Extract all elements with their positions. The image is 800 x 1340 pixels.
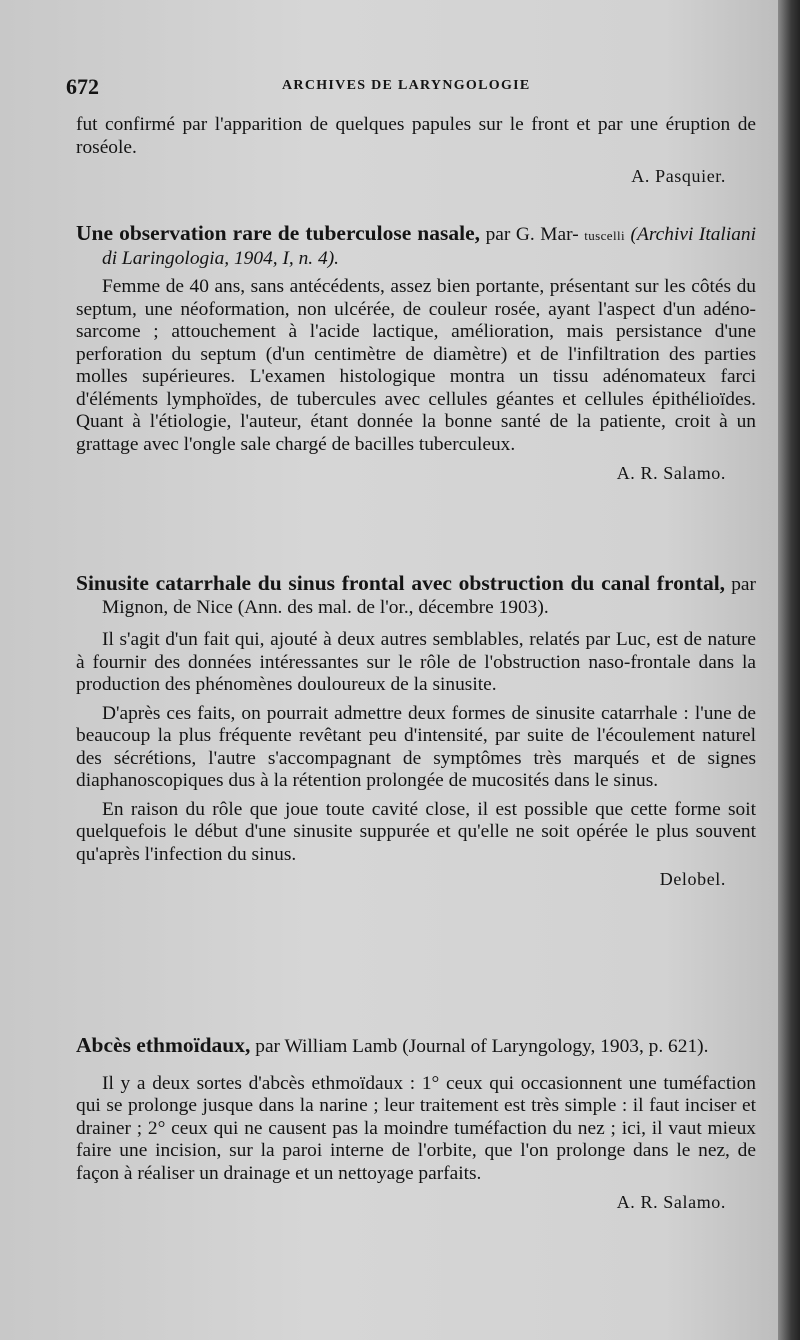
page-number: 672 [66, 74, 99, 99]
running-head: ARCHIVES DE LARYNGOLOGIE [282, 78, 531, 93]
article-byline: par Mignon, de Nice (Ann. des mal. de l'or., décembre 1903). [102, 574, 756, 618]
article-signature: A. R. Salamo. [616, 463, 726, 483]
intro-section [76, 114, 756, 187]
article-heading [76, 222, 756, 270]
article-title: Une observation rare de tuberculose nasale, [76, 221, 481, 245]
article-paragraph: Femme de 40 ans, sans antécédents, assez bien portante, présentant sur les côtés du septum, une néoformation, non ulcérée, de couleur rosée, ayant l'aspect d'un adéno-sarcome ; attouchement à l'acide lactique, amélioration, mais persistance d'une perforation du septum (d'un centimètre de diamètre) et de l'infiltration des parties molles supérieures. L'examen histologique montra un tissu adénomateux farci d'éléments lymphoïdes, de tubercules avec cellules géantes et cellules épithélioïdes. Quant à l'étiologie, l'auteur, étant donnée la bonne santé de la patiente, croit à un grattage avec l'ongle sale chargé de bacilles tuberculeux. [76, 276, 756, 455]
article-paragraph: En raison du rôle que joue toute cavité close, il est possible que cette forme soit quelquefois le début d'une sinusite suppurée et qu'elle ne soit opérée le plus souvent qu'après l'infection du sinus. [76, 798, 756, 865]
article-title: Abcès ethmoïdaux, [76, 1033, 251, 1057]
article-signature: A. R. Salamo. [616, 1192, 726, 1212]
intro-signature: A. Pasquier. [631, 166, 726, 186]
author-name: tuscelli [584, 228, 625, 243]
article-paragraph: Il s'agit d'un fait qui, ajouté à deux autres semblables, relatés par Luc, est de nature à fournir des données intéressantes sur le rôle de l'obstruction naso-frontale dans la production des phénomènes douloureux de la sinusite. [76, 629, 756, 695]
article-tuberculose [76, 222, 756, 484]
article-source: (Archivi Italiani di Laringologia, 1904, I, n. 4). [102, 224, 756, 269]
intro-text: fut confirmé par l'apparition de quelques papules sur le front et par une éruption de roséole. [76, 114, 756, 158]
page-header [66, 74, 756, 100]
article-abces [76, 1034, 756, 1213]
article-paragraph: Il y a deux sortes d'abcès ethmoïdaux : 1° ceux qui occasionnent une tuméfaction qui se prolonge jusque dans la narine ; leur traitement est très simple : il faut inciser et drainer ; 2° ceux qui ne causent pas la moindre tuméfaction du nez ; ici, il vaut mieux faire une incision, sur la paroi interne de l'orbite, que l'on prolonge dans le nez, de façon à réaliser un drainage et un nettoyage parfaits. [76, 1072, 756, 1184]
page-edge-shadow [778, 0, 800, 1340]
article-byline: par G. Mar- [480, 224, 579, 245]
article-sinusite [76, 572, 756, 890]
article-heading [76, 572, 756, 619]
article-title: Sinusite catarrhale du sinus frontal avec obstruction du canal frontal, [76, 571, 726, 595]
article-paragraph: D'après ces faits, on pourrait admettre deux formes de sinusite catarrhale : l'une de beaucoup la plus fréquente revêtant peu d'intensité, par suite de l'écoulement naturel des sécrétions, l'autre s'accompagnant de symptômes très marqués et de signes diaphanoscopiques dus à la rétention prolongée de mucosités dans le sinus. [76, 702, 756, 791]
article-heading [76, 1034, 756, 1059]
article-byline: par William Lamb (Journal of Laryngology, 1903, p. 621). [250, 1036, 709, 1057]
article-signature: Delobel. [659, 869, 726, 889]
